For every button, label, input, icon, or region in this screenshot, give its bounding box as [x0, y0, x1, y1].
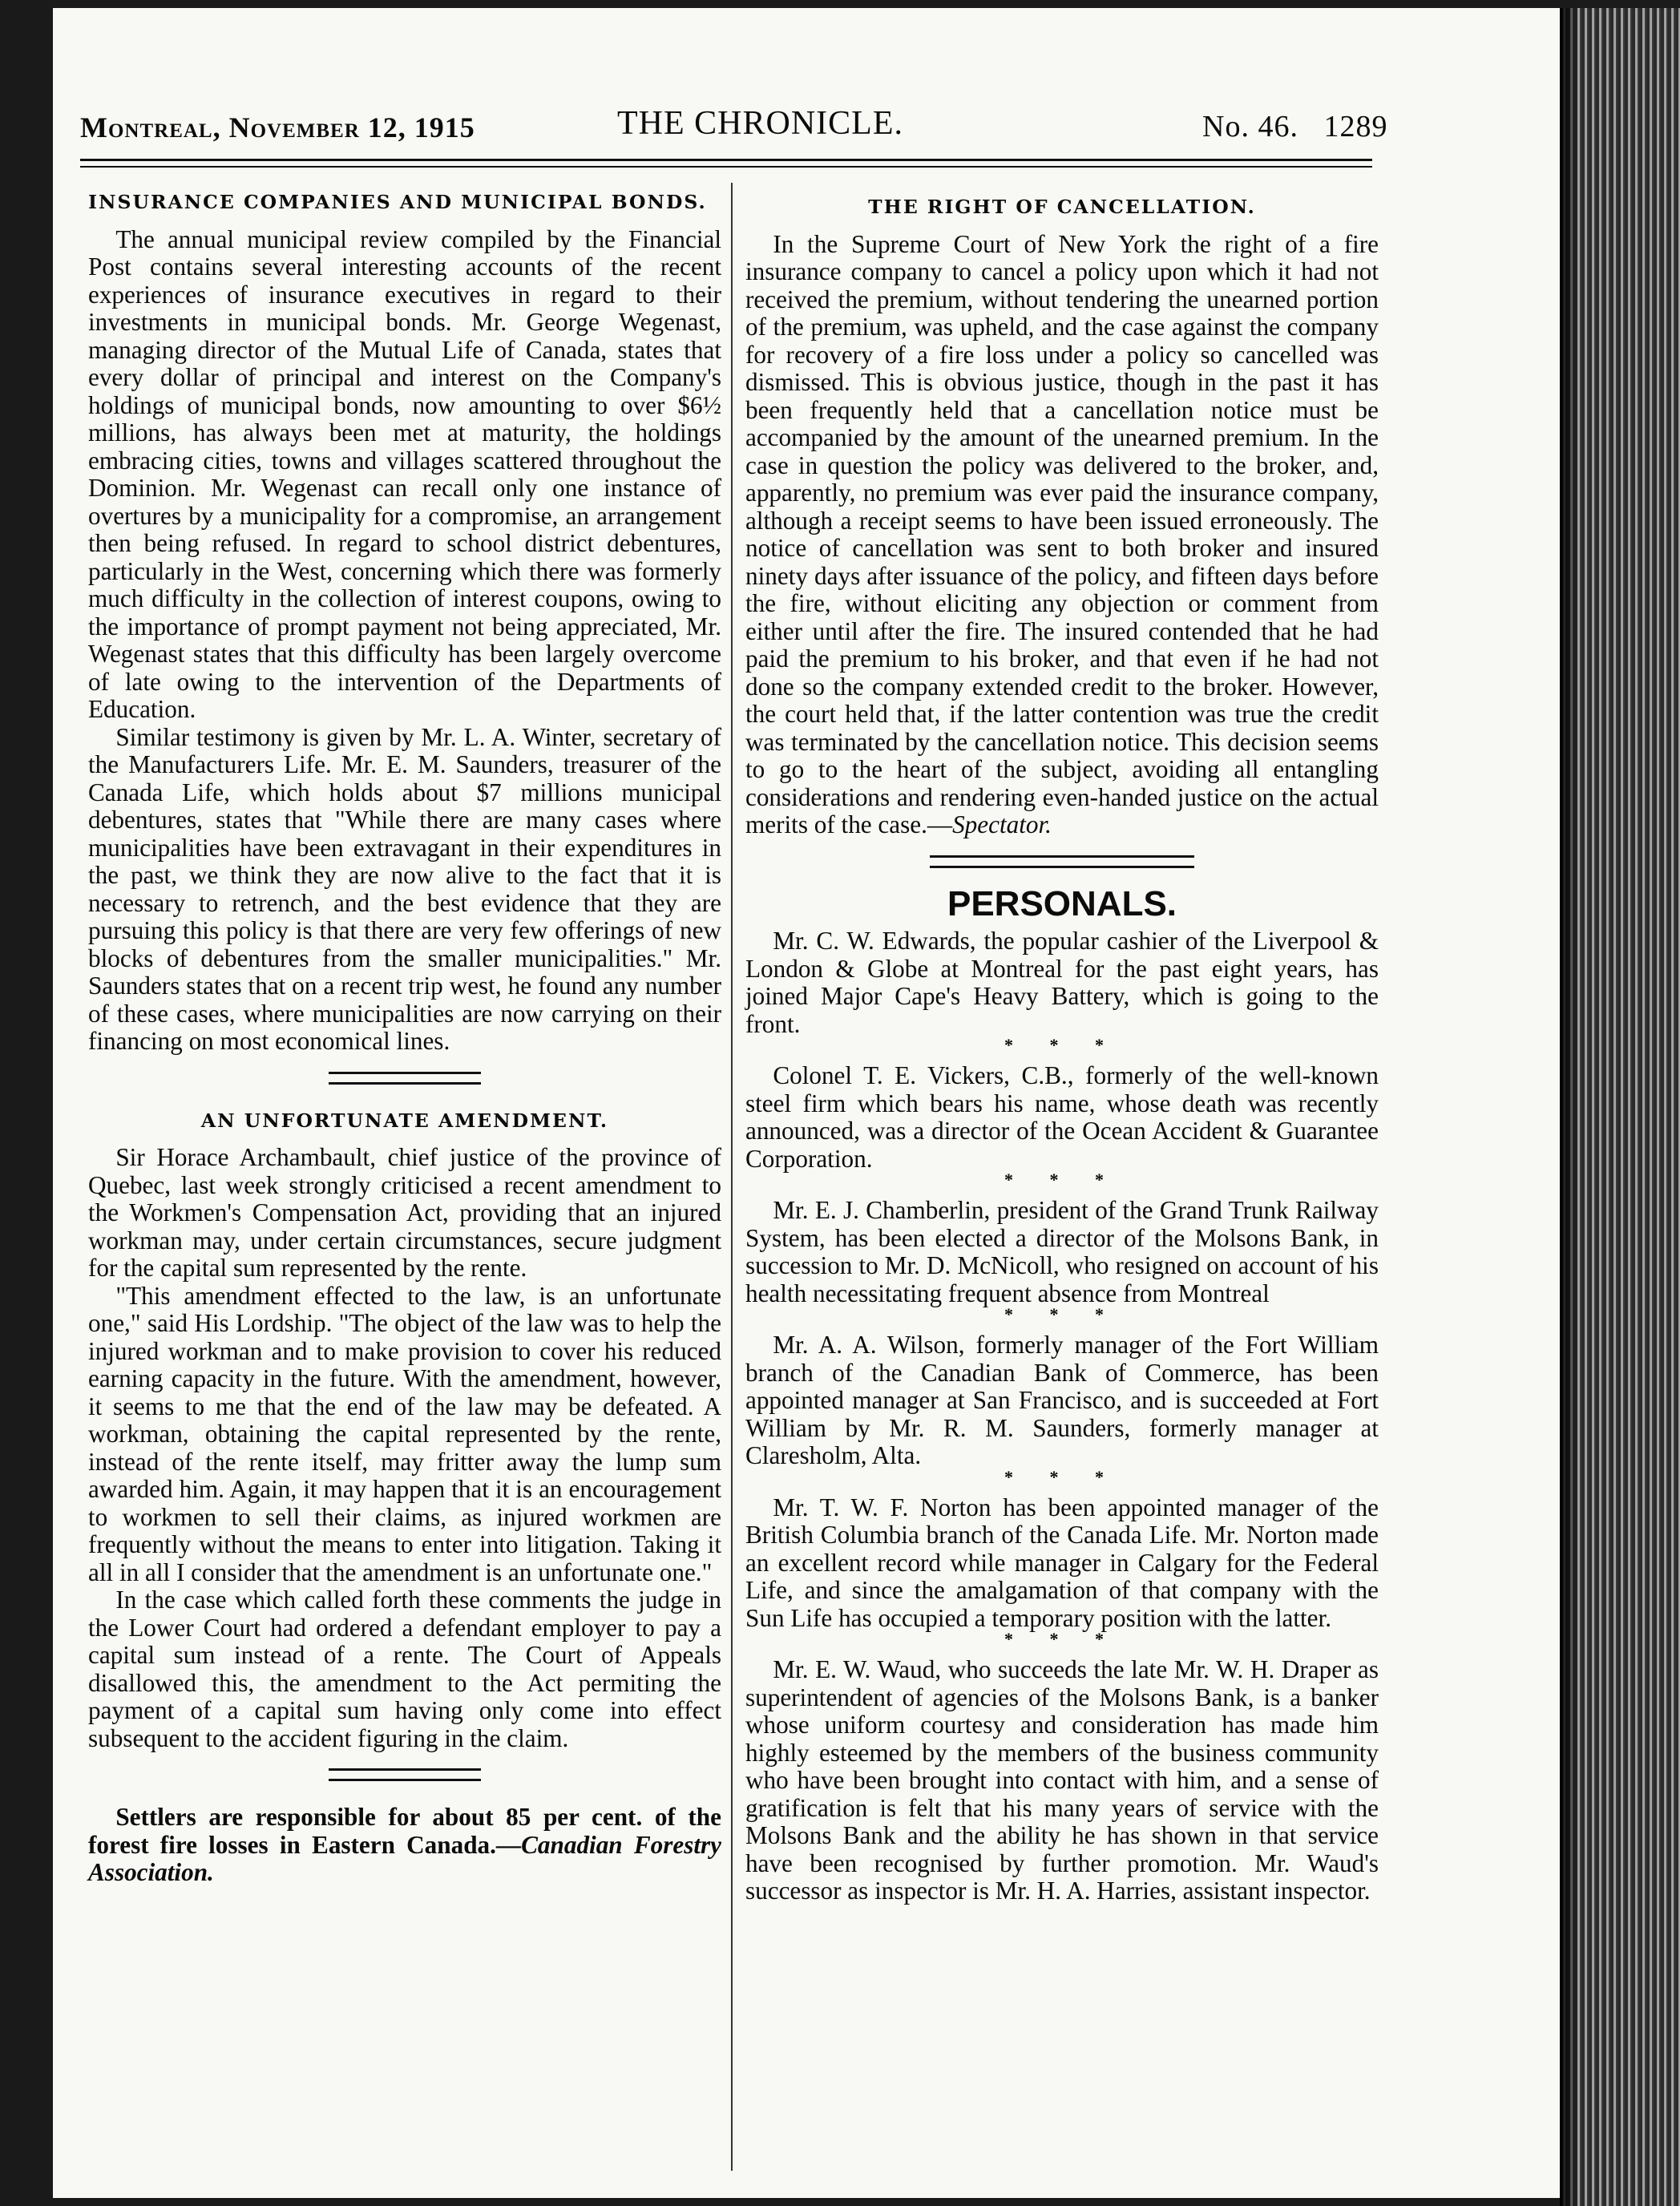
- article-title: THE RIGHT OF CANCELLATION.: [868, 196, 1256, 218]
- article-title: AN UNFORTUNATE AMENDMENT.: [200, 1109, 609, 1132]
- header-rule: [80, 166, 1372, 168]
- news-note: [88, 1804, 721, 1887]
- article-title: INSURANCE COMPANIES AND MUNICIPAL BONDS.: [88, 191, 707, 213]
- asterism-separator: * * *: [1004, 1466, 1120, 1487]
- section-separator: [329, 1768, 481, 1781]
- personal-item: Mr. T. W. F. Norton has been appointed manager of the British Columbia branch of the Canada Life. Mr. Norton made an excellent record while manager in Calgary for the Federal Life, and since the amalgamation of that company with the Sun Life has occupied a temporary position with the latter.: [745, 1493, 1379, 1632]
- page-edge-shadow: [1560, 8, 1577, 2206]
- asterism-separator: * * *: [1004, 1170, 1120, 1190]
- asterism-separator: * * *: [1004, 1035, 1120, 1055]
- page-stack-edge: [1560, 8, 1680, 2206]
- news-note-source: Canadian Forestry Association.: [88, 1830, 721, 1886]
- section-separator: [329, 1072, 481, 1085]
- article-paragraph: [745, 231, 1379, 839]
- issue-and-page-number: No. 46. 1289: [1202, 110, 1388, 143]
- right-column: [745, 180, 1379, 1905]
- running-head: [80, 104, 1388, 152]
- column-divider: [731, 183, 733, 2171]
- section-heading: PERSONALS.: [947, 883, 1177, 923]
- asterism-separator: * * *: [1004, 1304, 1120, 1324]
- personal-item: Mr. C. W. Edwards, the popular cashier of the Liverpool & London & Globe at Montreal for the past eight years, has joined Major Cape's Heavy Battery, which is going to the front.: [745, 927, 1379, 1038]
- dateline: Montreal, November 12, 1915: [80, 111, 475, 143]
- personal-item: Mr. E. W. Waud, who succeeds the late Mr. W. H. Draper as superintendent of agencies of the Molsons Bank, is a banker whose uniform courtesy and consideration has made him highly esteemed by the members of the business community who have been brought into contact with him, and a sense of gratification is felt that his many years of service with the Molsons Bank and the ability he has shown in that service have been recognised by further promotion. Mr. Waud's successor as inspector is Mr. H. A. Harries, assistant inspector.: [745, 1655, 1379, 1905]
- publication-title: THE CHRONICLE.: [617, 105, 903, 142]
- personal-item: Mr. E. J. Chamberlin, president of the Grand Trunk Railway System, has been elected a director of the Molsons Bank, in succession to Mr. D. McNicoll, who resigned on account of his health necessitating frequent absence from Montreal: [745, 1196, 1379, 1307]
- left-column: [88, 180, 721, 1887]
- article-source: Spectator.: [952, 810, 1052, 838]
- personal-item: Mr. A. A. Wilson, formerly manager of the Fort William branch of the Canadian Bank of Commerce, has been appointed manager at San Francisco, and is succeeded at Fort William by Mr. R. M. Saunders, formerly manager at Claresholm, Alta.: [745, 1331, 1379, 1469]
- section-separator: [930, 855, 1194, 868]
- personal-item: Colonel T. E. Vickers, C.B., formerly of the well-known steel firm which bears his name, whose death was recently announced, was a director of the Ocean Accident & Guarantee Corporation.: [745, 1061, 1379, 1173]
- article-paragraph: In the case which called forth these comments the judge in the Lower Court had ordered a defendant employer to pay a capital sum instead of a rente. The Court of Appeals disallowed this, the amendment to the Act permiting the payment of a capital sum having only come into effect subsequent to the accident figuring in the claim.: [88, 1586, 721, 1752]
- article-text: In the Supreme Court of New York the right of a fire insurance company to cancel a policy upon which it had not received the premium, without tendering the unearned portion of the premium, was upheld, and the case against the company for recovery of a fire loss under a policy so cancelled was dismissed. This is obvious justice, though in the past it has been frequently held that a cancellation notice must be accompanied by the amount of the unearned premium. In the case in question the policy was delivered to the broker, and, apparently, no premium was ever paid the insurance company, although a receipt seems to have been issued erroneously. The notice of cancellation was sent to both broker and insured ninety days after issuance of the policy, and fifteen days before the fire, without eliciting any objection or comment from either until after the fire. The insured contended that he had paid the premium to his broker, and that even if he had not done so the company extended credit to the broker. However, the court held that, if the latter contention was true the credit was terminated by the cancellation notice. This decision seems to go to the heart of the subject, avoiding all entangling considerations and rendering even-handed justice on the actual merits of the case.—: [745, 229, 1379, 838]
- article-paragraph: Similar testimony is given by Mr. L. A. Winter, secretary of the Manufacturers Life. Mr. E. M. Saunders, treasurer of the Canada Life, which holds about $7 millions municipal debentures, states that "While there are many cases where municipalities have been extravagant in their expenditures in the past, we think they are now alive to the fact that it is necessary to retrench, and the best evidence that they are pursuing this policy is that there are very few offerings of new blocks of debentures from the smaller municipalities." Mr. Saunders states that on a recent trip west, he found any number of these cases, where municipalities are now carrying on their financing on most economical lines.: [88, 722, 721, 1055]
- header-rule: [80, 159, 1372, 161]
- asterism-separator: * * *: [1004, 1629, 1120, 1649]
- article-paragraph: The annual municipal review compiled by the Financial Post contains several interesting accounts of the recent experiences of insurance executives in regard to their investments in municipal bonds. Mr. George Wegenast, managing director of the Mutual Life of Canada, states that every dollar of principal and interest on the Company's holdings of municipal bonds, now amounting to over $6½ millions, has always been met at maturity, the holdings embracing cities, towns and villages scattered throughout the Dominion. Mr. Wegenast can recall only one instance of overtures by a municipality for a compromise, an arrangement then being refused. In regard to school district debentures, particularly in the West, concerning which there was formerly much difficulty in the collection of interest coupons, owing to the importance of prompt payment not being appreciated, Mr. Wegenast states that this difficulty has been largely overcome of late owing to the intervention of the Departments of Education.: [88, 224, 721, 723]
- article-paragraph: "This amendment effected to the law, is an unfortunate one," said His Lordship. "The object of the law was to help the injured workman and to make provision to cover his reduced earning capacity in the future. With the amendment, however, it seems to me that the end of the law may be defeated. A workman, obtaining the capital represented by the rente, instead of the rente itself, may fritter away the lump sum awarded him. Again, it may happen that it is an encouragement to workmen to sell their claims, as injured workmen are frequently without the means to enter into litigation. Taking it all in all I consider that the amendment is an unfortunate one.": [88, 1281, 721, 1586]
- news-note-text: Settlers are responsible for about 85 per cent. of the forest fire losses in Eastern Canada.—: [88, 1803, 721, 1859]
- article-paragraph: Sir Horace Archambault, chief justice of the province of Quebec, last week strongly criticised a recent amendment to the Workmen's Compensation Act, providing that an injured workman may, under certain circumstances, secure judgment for the capital sum represented by the rente.: [88, 1143, 721, 1282]
